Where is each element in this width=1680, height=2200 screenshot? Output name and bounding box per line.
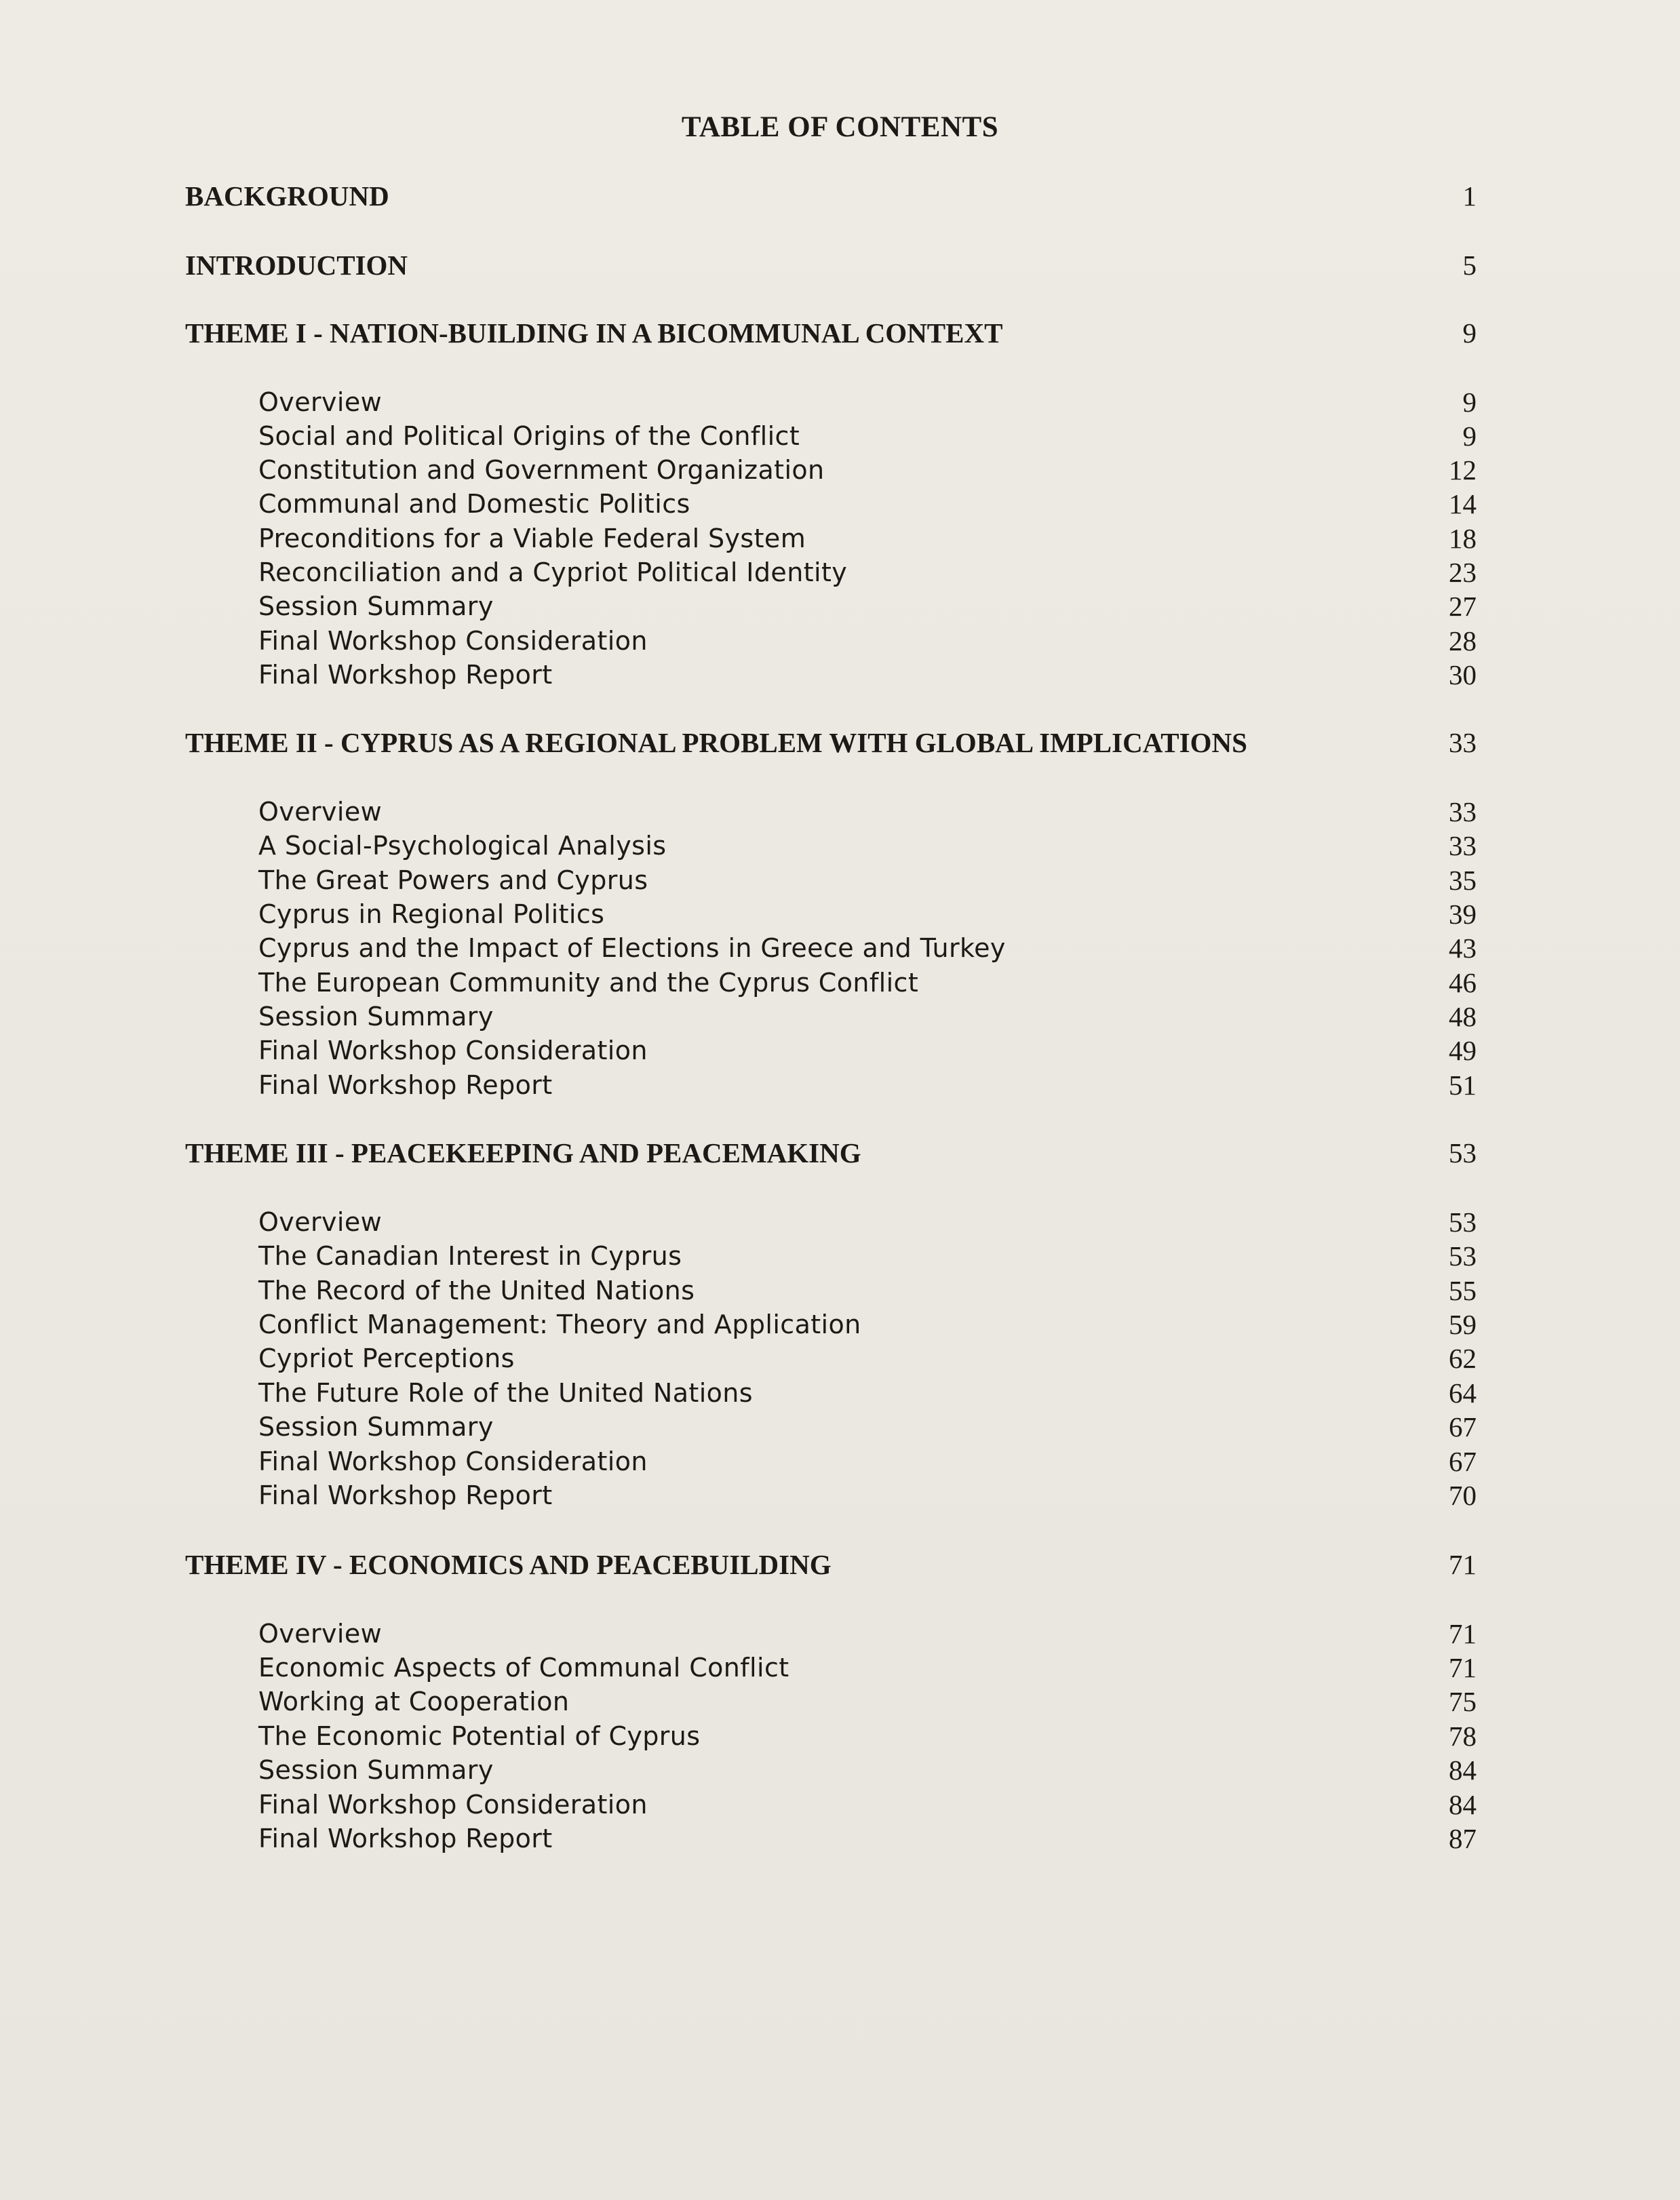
- toc-entry-title: Session Summary: [258, 591, 494, 621]
- toc-entry-title: Overview: [258, 1619, 383, 1649]
- toc-entry-title: Final Workshop Report: [258, 1070, 553, 1100]
- toc-page-number: 46: [1449, 967, 1477, 998]
- toc-page-number: 55: [1449, 1275, 1477, 1306]
- toc-entry-title: The Economic Potential of Cyprus: [258, 1721, 701, 1751]
- toc-section-heading: THEME II - CYPRUS AS A REGIONAL PROBLEM WITH GLOBAL IMPLICATIONS: [185, 727, 1247, 758]
- toc-page-number: 71: [1449, 1652, 1477, 1683]
- page-title: TABLE OF CONTENTS: [681, 111, 999, 143]
- toc-page-number: 71: [1449, 1549, 1477, 1580]
- toc-page-number: 53: [1449, 1240, 1477, 1272]
- toc-page-number: 43: [1449, 932, 1477, 964]
- toc-page-number: 71: [1449, 1618, 1477, 1649]
- toc-entry-title: The European Community and the Cyprus Conflict: [258, 968, 919, 998]
- toc-entry-title: A Social-Psychological Analysis: [258, 831, 667, 861]
- toc-entry-title: The Great Powers and Cyprus: [258, 865, 648, 895]
- toc-page-number: 62: [1449, 1343, 1477, 1374]
- toc-page-number: 84: [1449, 1754, 1477, 1786]
- toc-entry-title: Overview: [258, 797, 383, 827]
- toc-entry-title: Overview: [258, 1207, 383, 1237]
- toc-page-number: 70: [1449, 1480, 1477, 1511]
- toc-page-number: 33: [1449, 830, 1477, 861]
- toc-entry-title: Cyprus and the Impact of Elections in Greece and Turkey: [258, 933, 1006, 963]
- toc-page-number: 5: [1462, 250, 1477, 281]
- toc-page-number: 78: [1449, 1721, 1477, 1752]
- toc-entry-title: Social and Political Origins of the Conflict: [258, 421, 800, 451]
- toc-section-heading: BACKGROUND: [185, 180, 389, 212]
- toc-entry-title: The Future Role of the United Nations: [258, 1378, 753, 1408]
- toc-page-number: 48: [1449, 1001, 1477, 1032]
- toc-entry-title: Final Workshop Report: [258, 1480, 553, 1510]
- toc-page-number: 53: [1449, 1206, 1477, 1238]
- toc-entry-title: The Canadian Interest in Cyprus: [258, 1241, 682, 1271]
- toc-page-number: 33: [1449, 796, 1477, 827]
- toc-page-number: 9: [1462, 420, 1477, 452]
- toc-entry-title: Session Summary: [258, 1002, 494, 1032]
- toc-page-number: 9: [1462, 317, 1477, 349]
- toc-entry-title: Reconciliation and a Cypriot Political Identity: [258, 557, 848, 587]
- toc-page-number: 14: [1449, 488, 1477, 519]
- toc-entry-title: Session Summary: [258, 1755, 494, 1785]
- toc-entry-title: The Record of the United Nations: [258, 1276, 695, 1305]
- toc-entry-title: Session Summary: [258, 1412, 494, 1442]
- toc-entry-title: Cyprus in Regional Politics: [258, 899, 605, 929]
- toc-entry-title: Final Workshop Consideration: [258, 1447, 648, 1476]
- toc-entry-title: Cypriot Perceptions: [258, 1343, 515, 1373]
- toc-entry-title: Communal and Domestic Politics: [258, 489, 690, 519]
- toc-page-number: 9: [1462, 387, 1477, 418]
- toc-entry-title: Conflict Management: Theory and Application: [258, 1310, 861, 1339]
- toc-page-number: 28: [1449, 625, 1477, 656]
- toc-entry-title: Final Workshop Consideration: [258, 626, 648, 656]
- toc-page-number: 12: [1449, 454, 1477, 486]
- toc-entry-title: Final Workshop Report: [258, 660, 553, 690]
- toc-section-heading: THEME III - PEACEKEEPING AND PEACEMAKING: [185, 1137, 861, 1168]
- toc-entry-title: Preconditions for a Viable Federal System: [258, 524, 806, 553]
- toc-section-heading: INTRODUCTION: [185, 250, 408, 281]
- toc-entry-title: Economic Aspects of Communal Conflict: [258, 1653, 789, 1683]
- toc-entry-title: Constitution and Government Organization: [258, 455, 825, 485]
- toc-page-number: 49: [1449, 1035, 1477, 1066]
- toc-page-number: 87: [1449, 1823, 1477, 1854]
- toc-page-number: 30: [1449, 659, 1477, 690]
- toc-entry-title: Final Workshop Report: [258, 1824, 553, 1853]
- toc-entry-title: Final Workshop Consideration: [258, 1790, 648, 1820]
- toc-page-number: 67: [1449, 1446, 1477, 1477]
- toc-page-number: 64: [1449, 1377, 1477, 1409]
- toc-entry-title: Working at Cooperation: [258, 1687, 570, 1716]
- toc-entry-title: Overview: [258, 387, 383, 417]
- toc-page-number: 59: [1449, 1309, 1477, 1340]
- toc-page-number: 39: [1449, 899, 1477, 930]
- toc-page-number: 33: [1449, 727, 1477, 758]
- toc-page-number: 51: [1449, 1069, 1477, 1101]
- toc-page-number: 75: [1449, 1686, 1477, 1717]
- toc-page-number: 53: [1449, 1137, 1477, 1168]
- toc-page-number: 84: [1449, 1789, 1477, 1820]
- toc-page-number: 35: [1449, 865, 1477, 896]
- toc-page-number: 18: [1449, 523, 1477, 554]
- toc-section-heading: THEME I - NATION-BUILDING IN A BICOMMUNAL CONTEXT: [185, 317, 1003, 349]
- toc-entry-title: Final Workshop Consideration: [258, 1036, 648, 1065]
- toc-page-number: 1: [1462, 180, 1477, 212]
- toc-page-number: 23: [1449, 557, 1477, 588]
- toc-section-heading: THEME IV - ECONOMICS AND PEACEBUILDING: [185, 1549, 832, 1580]
- toc-page-number: 27: [1449, 591, 1477, 622]
- toc-page-number: 67: [1449, 1411, 1477, 1442]
